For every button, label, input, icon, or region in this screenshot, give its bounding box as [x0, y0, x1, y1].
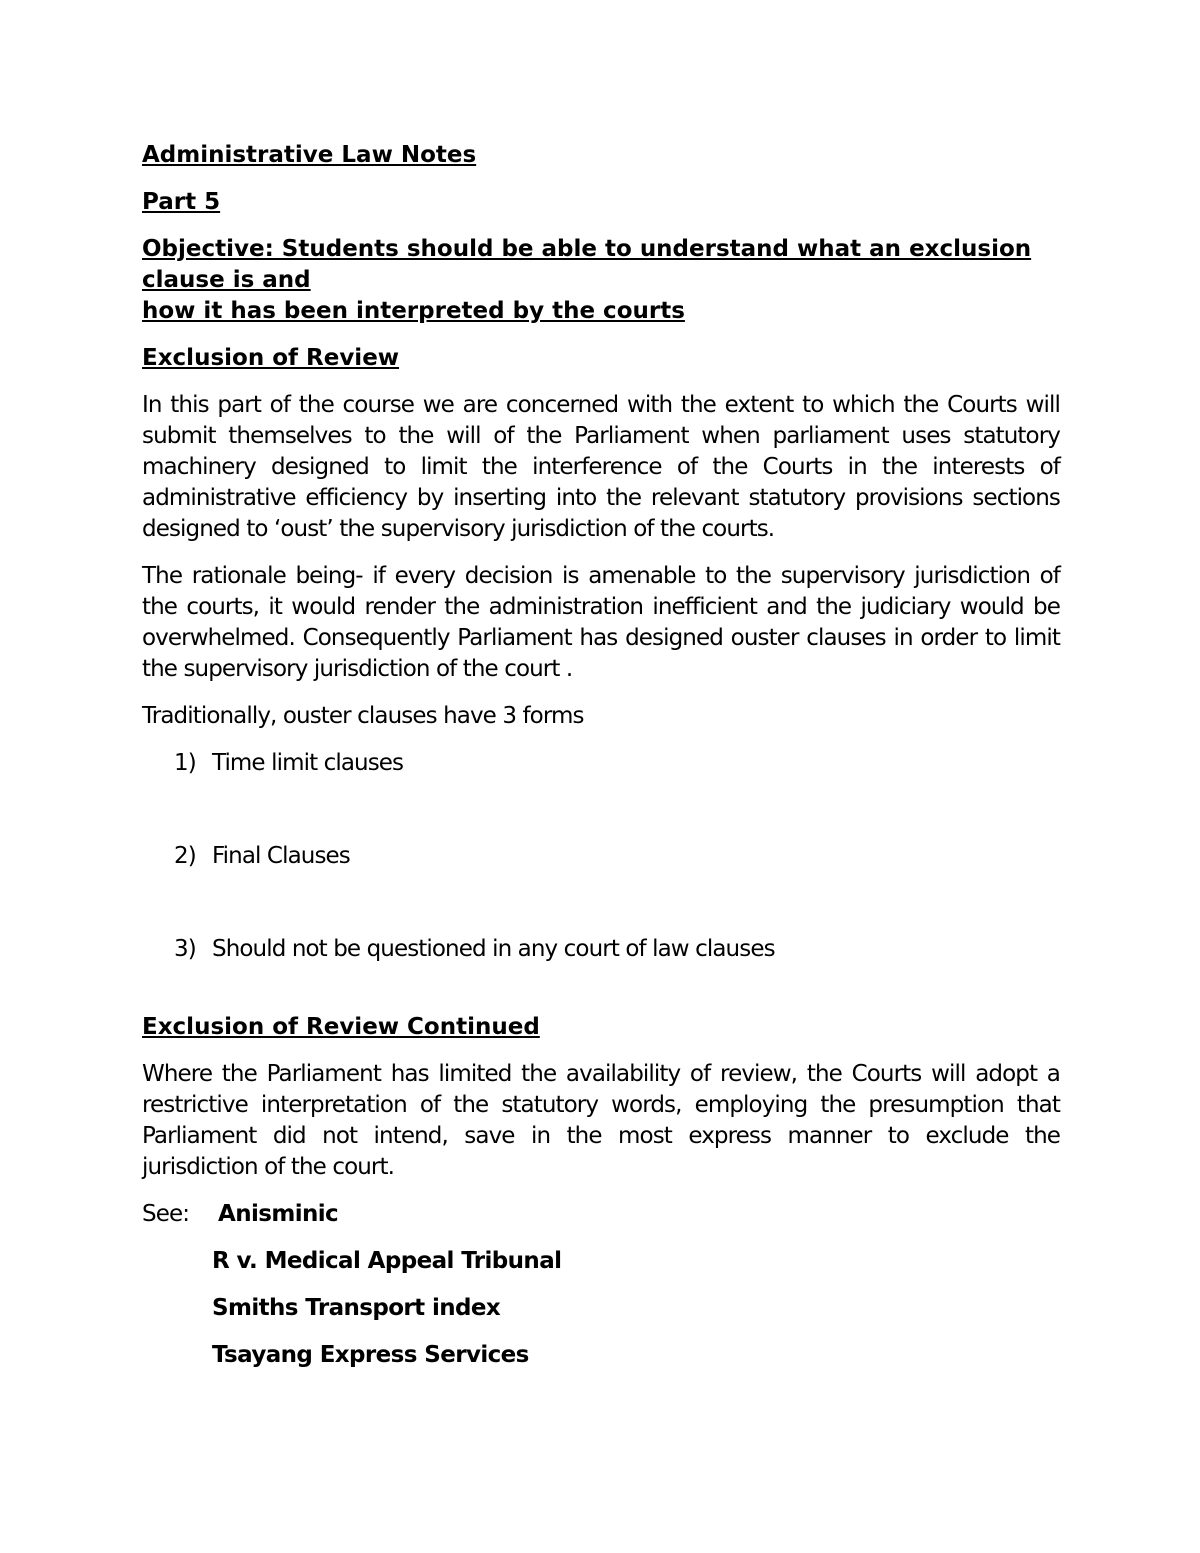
case-citation: R v. Medical Appeal Tribunal — [212, 1248, 562, 1274]
objective-line-1: Objective: Students should be able to understand what an exclusion clause is and — [142, 236, 1032, 293]
list-item-text: Final Clauses — [212, 843, 350, 869]
case-row — [142, 1340, 1060, 1371]
objective-line-2: how it has been interpreted by the courts — [142, 298, 685, 324]
part-label: Part 5 — [142, 189, 221, 215]
case-citation: Anisminic — [218, 1201, 339, 1227]
document-page — [142, 140, 1060, 1387]
case-row — [142, 1246, 1060, 1277]
forms-intro: Traditionally, ouster clauses have 3 forms — [142, 703, 584, 729]
paragraph-rationale: The rationale being- if every decision is amenable to the supervisory jurisdiction of the courts, it would render the administration inefficient and the judiciary would be overwhelmed. Consequently Parliament has designed ouster clauses in order to limit the supervisory jurisdiction of the court . — [142, 563, 1060, 682]
list-item — [142, 934, 1060, 965]
see-cases-row — [142, 1199, 1060, 1230]
section-heading-exclusion-of-review: Exclusion of Review — [142, 345, 400, 371]
case-citation: Tsayang Express Services — [212, 1342, 529, 1368]
list-item-number: 1) — [174, 750, 196, 776]
document-title: Administrative Law Notes — [142, 142, 477, 168]
case-citation: Smiths Transport index — [212, 1295, 501, 1321]
list-item — [142, 748, 1060, 779]
list-item-text: Time limit clauses — [212, 750, 404, 776]
case-row — [142, 1293, 1060, 1324]
paragraph-intro: In this part of the course we are concerned with the extent to which the Courts will submit themselves to the will of the Parliament when parliament uses statutory machinery designed to limit the interference of the Courts in the interests of administrative efficiency by inserting into the relevant statutory provisions sections designed to ‘oust’ the supervisory jurisdiction of the courts. — [142, 392, 1060, 542]
see-label: See: — [142, 1201, 190, 1227]
objective-statement — [142, 234, 1060, 327]
paragraph-restrictive-interpretation: Where the Parliament has limited the availability of review, the Courts will adopt a restrictive interpretation of the statutory words, employing the presumption that Parliament did not intend, save in the most express manner to exclude the jurisdiction of the court. — [142, 1061, 1060, 1180]
list-item — [142, 841, 1060, 872]
section-heading-exclusion-continued: Exclusion of Review Continued — [142, 1014, 540, 1040]
list-item-number: 2) — [174, 843, 196, 869]
list-item-number: 3) — [174, 936, 196, 962]
list-item-text: Should not be questioned in any court of law clauses — [212, 936, 775, 962]
